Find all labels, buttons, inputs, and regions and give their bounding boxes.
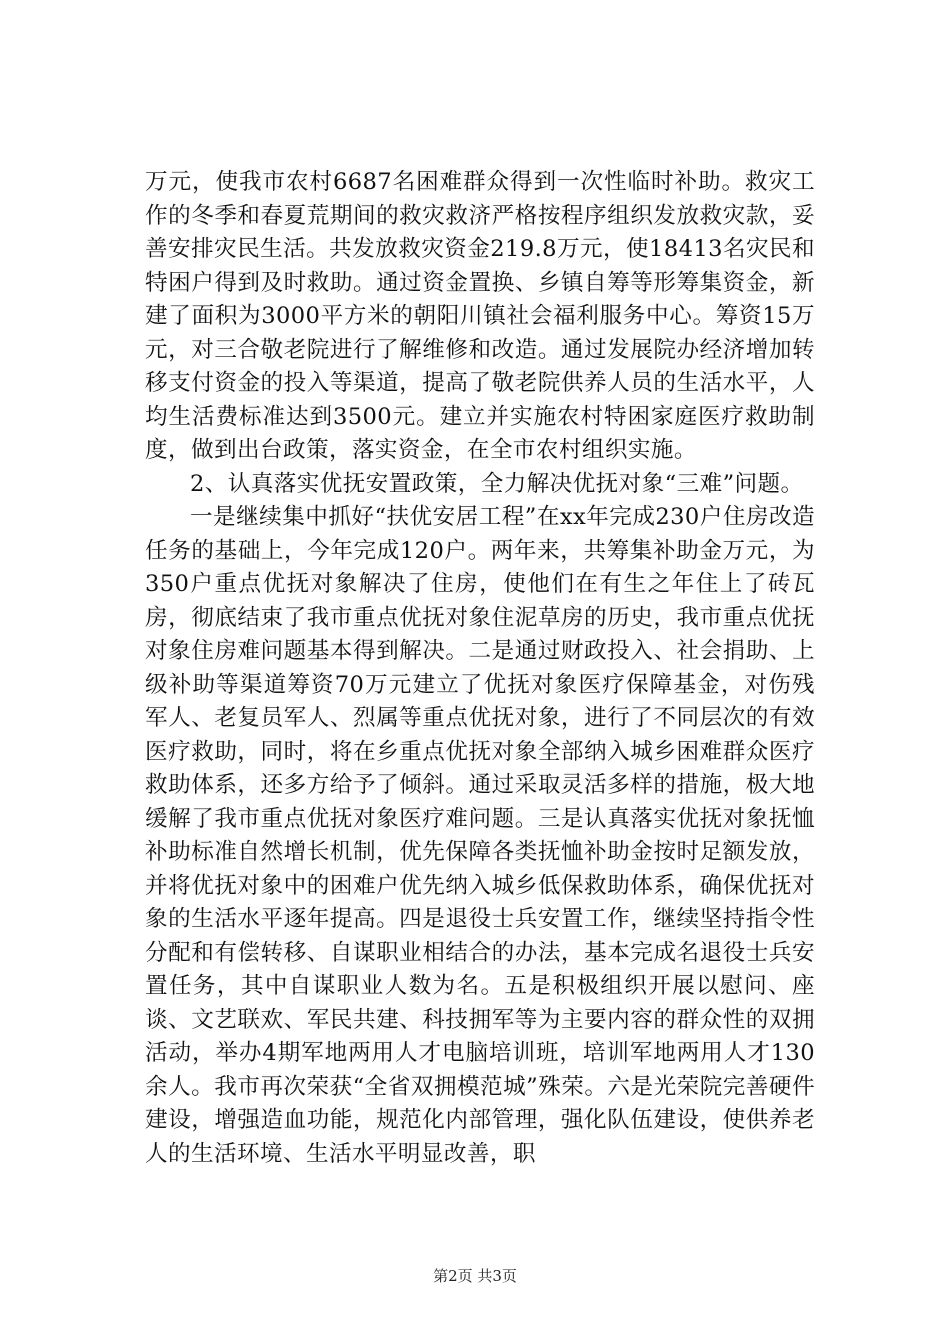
paragraph-preferential-measures: 一是继续集中抓好“扶优安居工程”在xx年完成230户住房改造任务的基础上，今年完成120户。两年来，共筹集补助金万元，为350户重点优抚对象解决了住房，使他们在有生之年住上了砖瓦房，彻底结束了我市重点优抚对象住泥草房的历史，我市重点优抚对象住房难问题基本得到解决。二是通过财政投入、社会捐助、上级补助等渠道筹资70万元建立了优抚对象医疗保障基金，对伤残军人、老复员军人、烈属等重点优抚对象，进行了不同层次的有效医疗救助，同时，将在乡重点优抚对象全部纳入城乡困难群众医疗救助体系，还多方给予了倾斜。通过采取灵活多样的措施，极大地缓解了我市重点优抚对象医疗难问题。三是认真落实优抚对象抚恤补助标准自然增长机制，优先保障各类抚恤补助金按时足额发放，并将优抚对象中的困难户优先纳入城乡低保救助体系，确保优抚对象的生活水平逐年提高。四是退役士兵安置工作，继续坚持指令性分配和有偿转移、自谋职业相结合的办法，基本完成名退役士兵安置任务，其中自谋职业人数为名。五是积极组织开展以慰问、座谈、文艺联欢、军民共建、科技拥军等为主要内容的群众性的双拥活动，举办4期军地两用人才电脑培训班，培训军地两用人才130余人。我市再次荣获“全省双拥模范城”殊荣。六是光荣院完善硬件建设，增强造血功能，规范化内部管理，强化队伍建设，使供养老人的生活环境、生活水平明显改善，职 [145, 504, 815, 1167]
paragraph-heading-preferential-policy: 2、认真落实优抚安置政策，全力解决优抚对象“三难”问题。 [190, 470, 804, 497]
paragraph-relief-funds: 万元，使我市农村6687名困难群众得到一次性临时补助。救灾工作的冬季和春夏荒期间的救灾救济严格按程序组织发放救灾款，妥善安排灾民生活。共发放救灾资金219.8万元，使18413名灾民和特困户得到及时救助。通过资金置换、乡镇自筹等形筹集资金，新建了面积为3000平方米的朝阳川镇社会福利服务中心。筹资15万元，对三合敬老院进行了解维修和改造。通过发展院办经济增加转移支付资金的投入等渠道，提高了敬老院供养人员的生活水平，人均生活费标准达到3500元。建立并实施农村特困家庭医疗救助制度，做到出台政策，落实资金，在全市农村组织实施。 [145, 169, 815, 463]
document-body [145, 166, 815, 1171]
page-number-footer: 第2页 共3页 [433, 1267, 517, 1285]
